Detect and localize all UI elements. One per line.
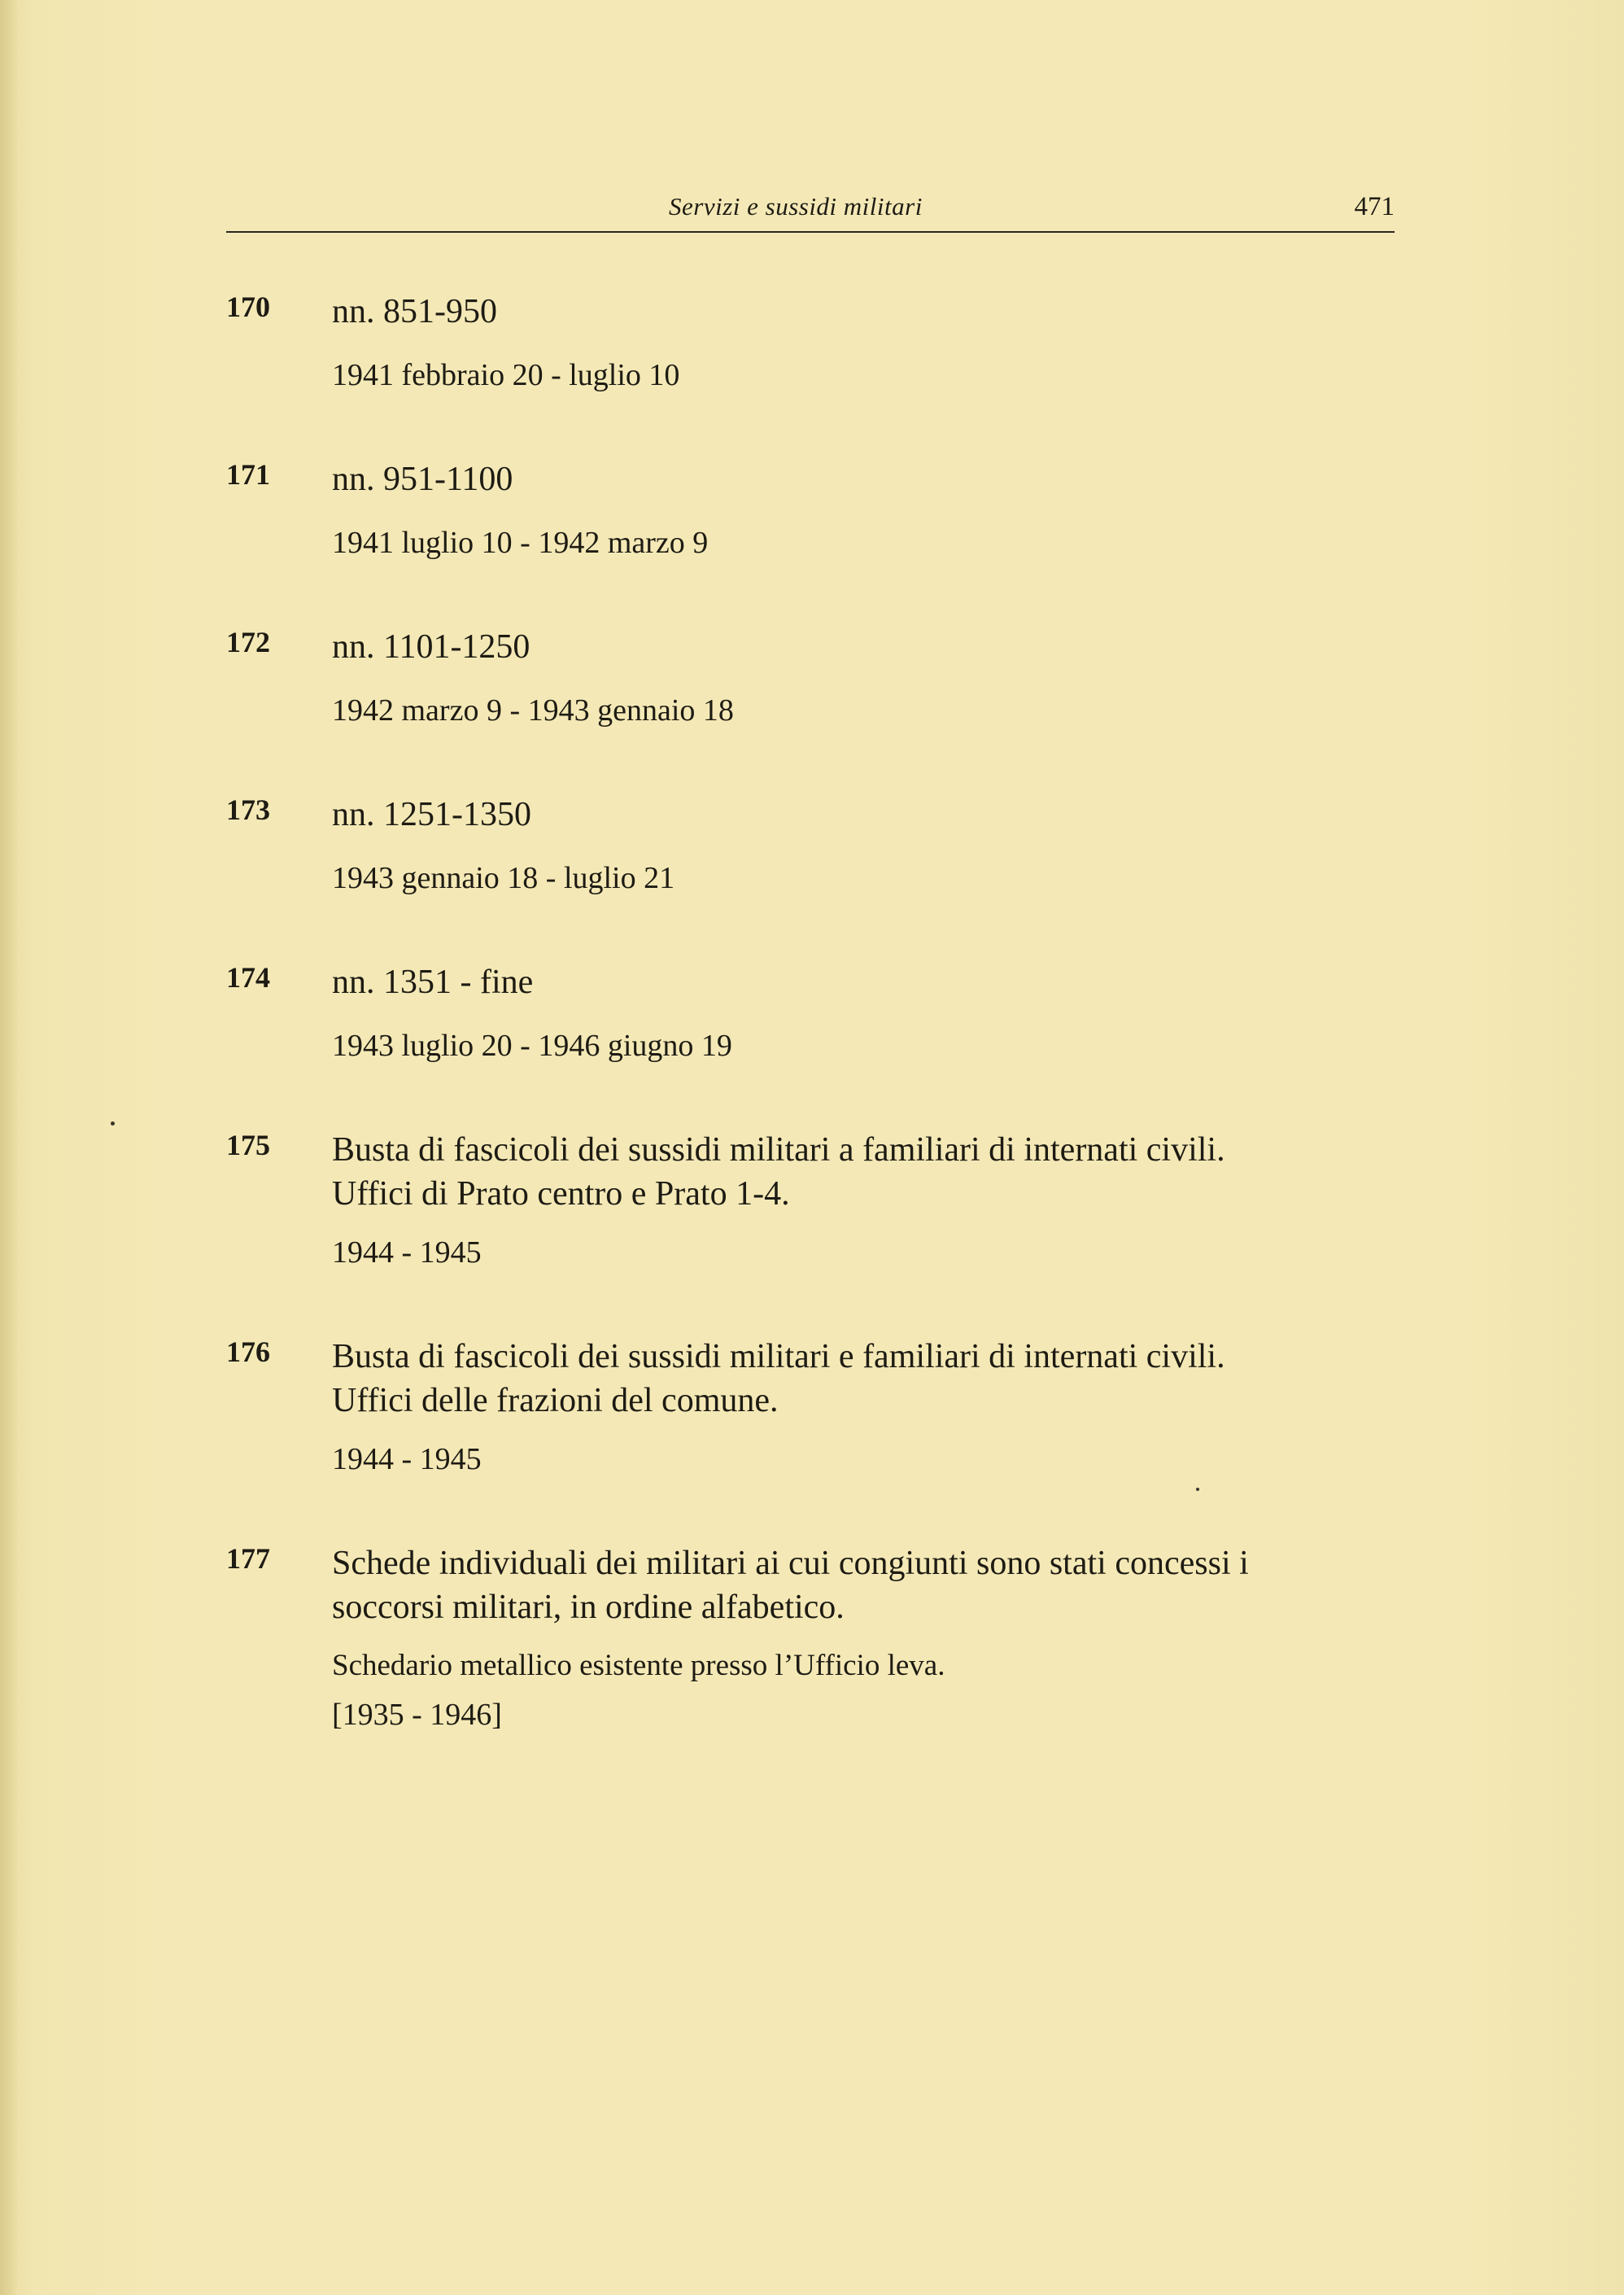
page-number: 471 [1354,192,1395,221]
ink-speck [1196,1488,1199,1491]
entry-number: 170 [226,291,270,323]
entry-number: 173 [226,793,270,826]
entry-number: 174 [226,961,270,994]
entry-body [332,1541,1395,1735]
entry-note: Schedario metallico esistente presso l’Ufficio leva. [332,1649,945,1682]
entry-title-line: Busta di fascicoli dei sussidi militari e familiari di internati civili. [332,1338,1225,1375]
entry-number: 177 [226,1542,270,1575]
entry-title: nn. 851-950 [332,293,497,330]
entry-number: 175 [226,1129,270,1161]
entry-number: 171 [226,458,270,491]
entry-date: 1941 luglio 10 - 1942 marzo 9 [332,526,709,560]
entry-title: nn. 951-1100 [332,461,513,498]
ink-speck [111,1121,115,1126]
entry-title: nn. 1101-1250 [332,628,530,666]
entry-title-line: soccorsi militari, in ordine alfabetico. [332,1589,845,1626]
entry-date: 1942 marzo 9 - 1943 gennaio 18 [332,693,734,728]
entry-date: 1944 - 1945 [332,1442,482,1476]
entry-date: 1943 gennaio 18 - luglio 21 [332,861,675,895]
entry-date: 1944 - 1945 [332,1235,482,1270]
entry-title-line: Schede individuali dei militari ai cui congiunti sono stati concessi i [332,1545,1249,1582]
entry-title-line: Busta di fascicoli dei sussidi militari a familiari di internati civili. [332,1131,1225,1169]
entry-number: 176 [226,1335,270,1368]
entry-date: 1943 luglio 20 - 1946 giugno 19 [332,1029,732,1063]
entry-body [332,1335,1395,1480]
entry-number: 172 [226,626,270,658]
entry-body [332,1128,1395,1273]
page-spine-shadow [0,0,18,2295]
entry-title: nn. 1351 - fine [332,964,534,1001]
entry-body [332,457,1395,563]
page-header [226,192,1395,233]
entry-date: [1935 - 1946] [332,1698,502,1732]
entry-title-line: Uffici delle frazioni del comune. [332,1382,779,1419]
entry-body [332,793,1395,898]
entry-body [332,960,1395,1066]
entry-title: nn. 1251-1350 [332,796,531,833]
entry-body [332,625,1395,731]
running-title: Servizi e sussidi militari [669,192,923,221]
entry-title-line: Uffici di Prato centro e Prato 1-4. [332,1175,790,1213]
entry-date: 1941 febbraio 20 - luglio 10 [332,358,680,392]
entry-body [332,290,1395,396]
